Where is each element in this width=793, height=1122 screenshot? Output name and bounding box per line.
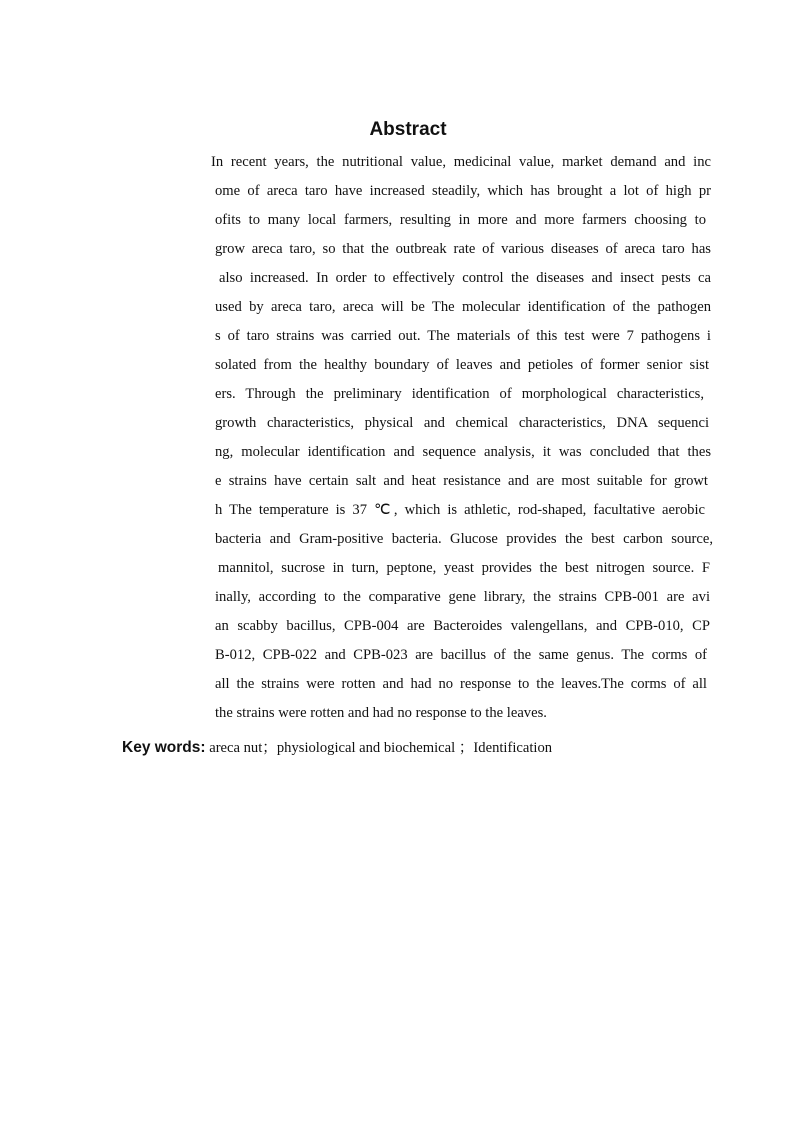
keywords-text: areca nut；physiological and biochemical ；Identification (205, 740, 553, 756)
keywords-label: Key words: (122, 739, 206, 756)
keywords-line (122, 736, 552, 760)
abstract-line: s of taro strains was carried out. The materials of this test were 7 pathogens i (215, 328, 711, 344)
abstract-line: inally, according to the comparative gene library, the strains CPB-001 are avi (215, 589, 710, 605)
abstract-line: mannitol, sucrose in turn, peptone, yeast provides the best nitrogen source. F (218, 560, 710, 576)
abstract-line: In recent years, the nutritional value, medicinal value, market demand and inc (211, 154, 711, 170)
abstract-line: the strains were rotten and had no response to the leaves. (215, 705, 547, 721)
abstract-line: ers. Through the preliminary identification of morphological characteristics, (215, 386, 704, 402)
abstract-line: ng, molecular identification and sequence analysis, it was concluded that thes (215, 444, 711, 460)
abstract-line: ome of areca taro have increased steadily, which has brought a lot of high pr (215, 183, 711, 199)
abstract-line: used by areca taro, areca will be The molecular identification of the pathogen (215, 299, 711, 315)
abstract-line: growth characteristics, physical and chemical characteristics, DNA sequenci (215, 415, 709, 431)
abstract-line: an scabby bacillus, CPB-004 are Bacteroides valengellans, and CPB-010, CP (215, 618, 710, 634)
abstract-line: grow areca taro, so that the outbreak rate of various diseases of areca taro has (215, 241, 711, 257)
abstract-line: h The temperature is 37 ℃, which is athletic, rod-shaped, facultative aerobic (215, 502, 705, 518)
abstract-line: also increased. In order to effectively control the diseases and insect pests ca (219, 270, 711, 286)
abstract-line: all the strains were rotten and had no response to the leaves.The corms of all (215, 676, 707, 692)
abstract-line: ofits to many local farmers, resulting in more and more farmers choosing to (215, 212, 706, 228)
abstract-line: e strains have certain salt and heat resistance and are most suitable for growt (215, 473, 708, 489)
abstract-line: B-012, CPB-022 and CPB-023 are bacillus of the same genus. The corms of (215, 647, 707, 663)
abstract-title: Abstract (369, 119, 447, 140)
abstract-line: bacteria and Gram-positive bacteria. Glucose provides the best carbon source, (215, 531, 713, 547)
abstract-line: solated from the healthy boundary of leaves and petioles of former senior sist (215, 357, 709, 373)
